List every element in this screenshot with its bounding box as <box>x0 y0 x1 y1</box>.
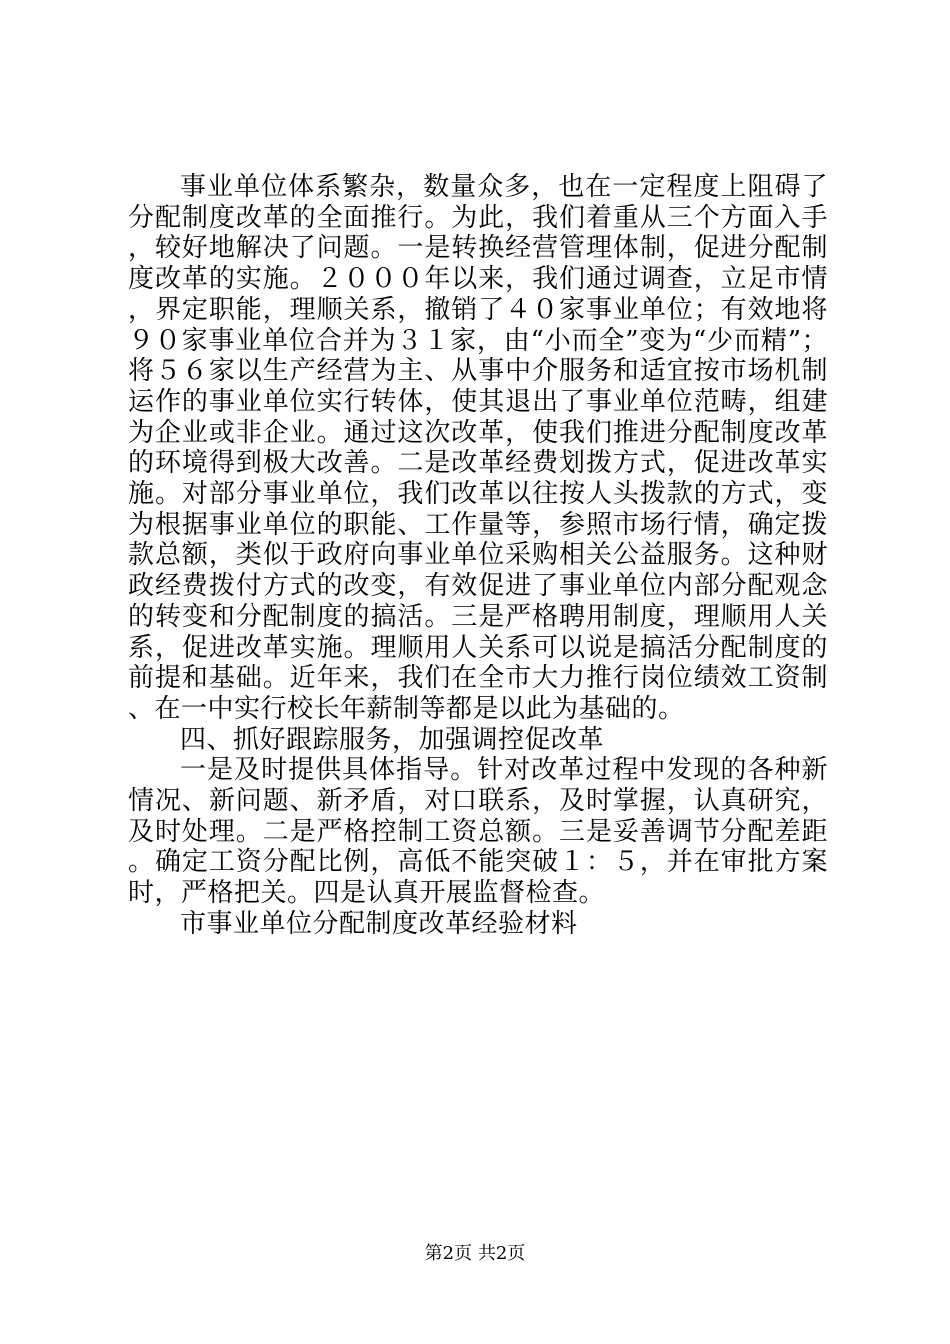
paragraph-reform-measures: 事业单位体系繁杂，数量众多，也在一定程度上阻碍了分配制度改革的全面推行。为此，我们着重从三个方面入手，较好地解决了问题。一是转换经营管理体制，促进分配制度改革的实施。２０００年以来，我们通过调查，立足市情，界定职能，理顺关系，撤销了４０家事业单位；有效地将９０家事业单位合并为３１家，由“小而全”变为“少而精”；将５６家以生产经营为主、从事中介服务和适宜按市场机制运作的事业单位实行转体，使其退出了事业单位范畴，组建为企业或非企业。通过这次改革，使我们推进分配制度改革的环境得到极大改善。二是改革经费划拨方式，促进改革实施。对部分事业单位，我们改革以往按人头拨款的方式，变为根据事业单位的职能、工作量等，参照市场行情，确定拨款总额，类似于政府向事业单位采购相关公益服务。这种财政经费拨付方式的改变，有效促进了事业单位内部分配观念的转变和分配制度的搞活。三是严格聘用制度，理顺用人关系，促进改革实施。理顺用人关系可以说是搞活分配制度的前提和基础。近年来，我们在全市大力推行岗位绩效工资制、在一中实行校长年薪制等都是以此为基础的。 <box>128 172 828 724</box>
section-heading-four: 四、抓好跟踪服务，加强调控促改革 <box>180 724 605 755</box>
document-title-line: 市事业单位分配制度改革经验材料 <box>180 908 578 939</box>
page-number-footer: 第2页 共2页 <box>424 1243 526 1264</box>
paragraph-guidance: 一是及时提供具体指导。针对改革过程中发现的各种新情况、新问题、新矛盾，对口联系，及时掌握，认真研究，及时处理。二是严格控制工资总额。三是妥善调节分配差距。确定工资分配比例，高低不能突破１：５，并在审批方案时，严格把关。四是认真开展监督检查。 <box>128 755 828 909</box>
document-body <box>128 172 828 940</box>
